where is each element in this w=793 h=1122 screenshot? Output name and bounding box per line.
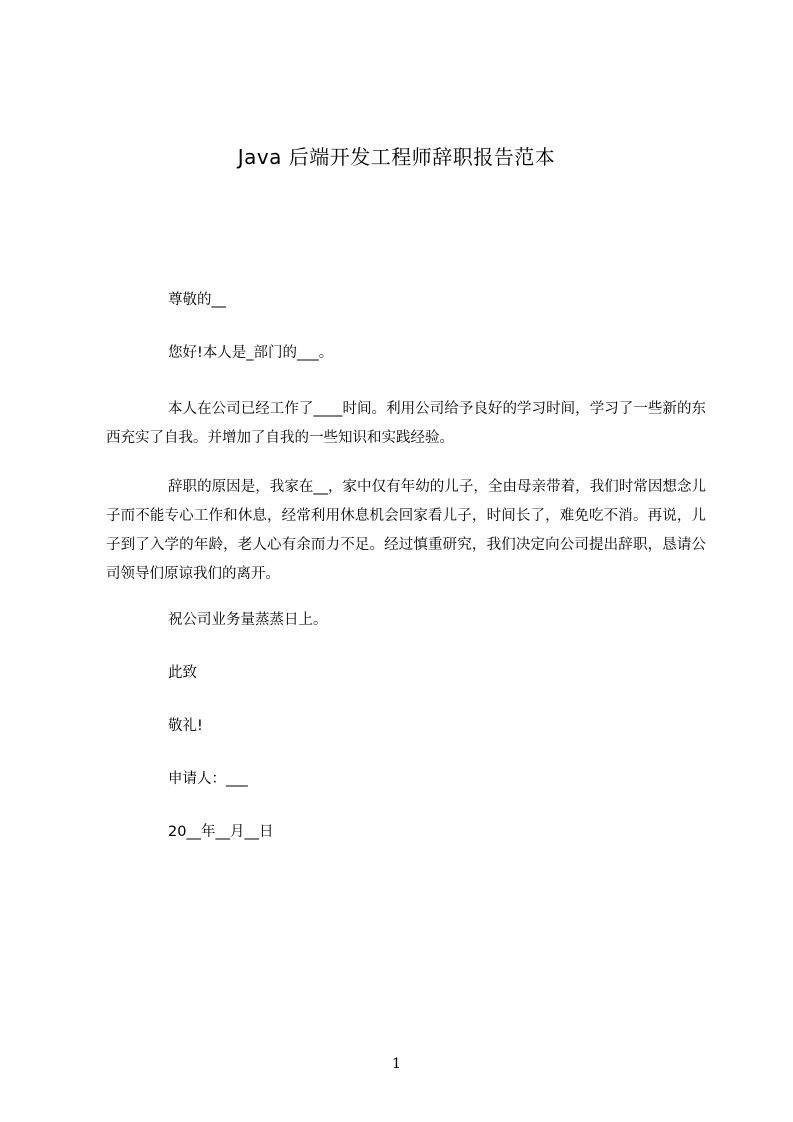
- document-title: Java 后端开发工程师辞职报告范本: [237, 145, 556, 169]
- closing-line-2: 敬礼!: [168, 718, 203, 734]
- applicant-line: 申请人：___: [168, 771, 248, 787]
- date-line: 20__年__月__日: [168, 824, 274, 840]
- salutation: 尊敬的__: [168, 292, 226, 308]
- page-number: 1: [392, 1056, 401, 1072]
- wishes-line: 祝公司业务量蒸蒸日上。: [168, 612, 328, 628]
- greeting: 您好!本人是_部门的___。: [168, 345, 334, 361]
- body-paragraph-reason: 辞职的原因是，我家在__，家中仅有年幼的儿子，全由母亲带着，我们时常因想念儿子而不能专心工作和休息，经常利用休息机会回家看儿子，时间长了，难免吃不消。再说，儿子到了入学的年龄，老人心有余而力不足。经过慎重研究，我们决定向公司提出辞职，恳请公司领导们原谅我们的离开。: [106, 479, 706, 582]
- closing-line-1: 此致: [168, 665, 197, 681]
- body-paragraph-work: 本人在公司已经工作了____时间。利用公司给予良好的学习时间，学习了一些新的东西充实了自我。并增加了自我的一些知识和实践经验。: [106, 401, 706, 446]
